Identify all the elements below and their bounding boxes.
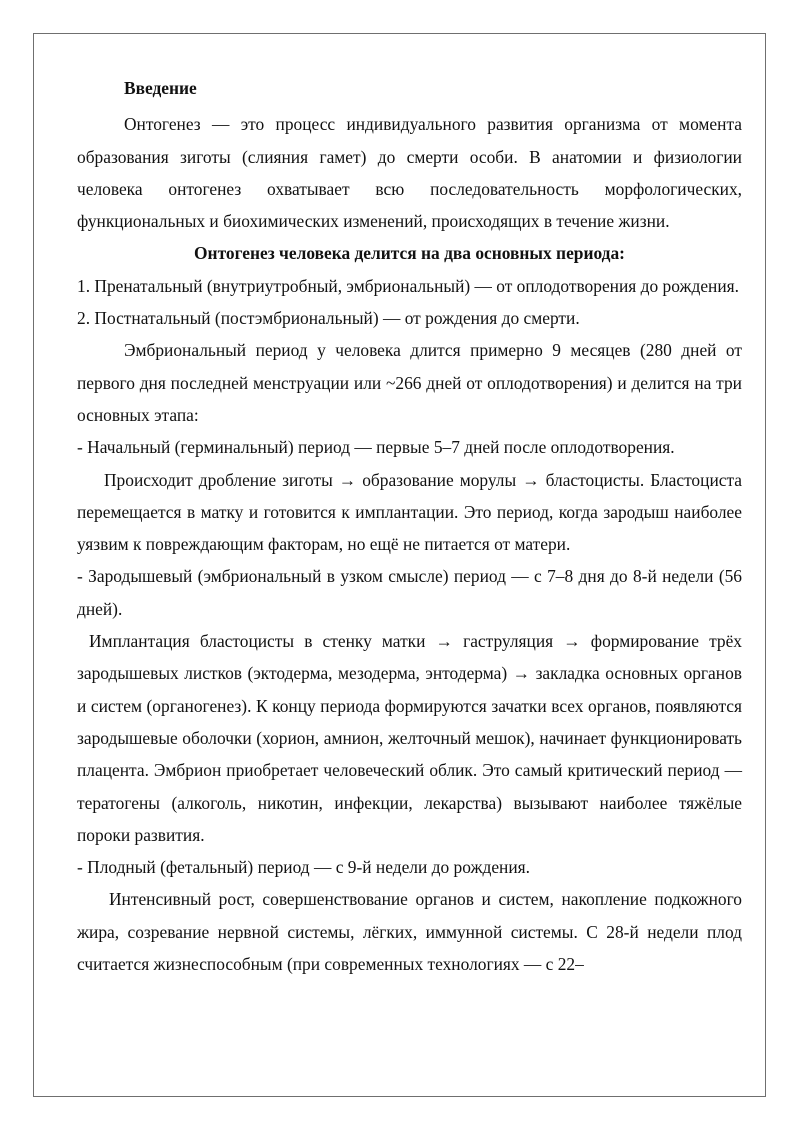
- paragraph-germinal-details: Происходит дробление зиготы → образование морулы → бластоцисты. Бластоциста перемещается в матку и готовится к имплантации. Это период, когда зародыш наиболее уязвим к повреждающим факторам, но ещё не питается от матери.: [77, 469, 742, 555]
- list-item-postnatal: 2. Постнатальный (постэмбриональный) — от рождения до смерти.: [77, 308, 580, 329]
- paragraph-embryonic-details: Имплантация бластоцисты в стенку матки → гаструляция → формирование трёх зародышевых листков (эктодерма, мезодерма, энтодерма) → закладка основных органов и систем (органогенез). К концу периода формируются зачатки всех органов, появляются зародышевые оболочки (хорион, амнион, желточный мешок), начинает функционировать плацента. Эмбрион приобретает человеческий облик. Это самый критический период — тератогены (алкоголь, никотин, инфекции, лекарства) вызывают наиболее тяжёлые пороки развития.: [77, 631, 742, 845]
- list-item-embryonic: - Зародышевый (эмбриональный в узком смысле) период — с 7–8 дня до 8-й недели (56 дней).: [77, 566, 742, 619]
- paragraph-intro: Онтогенез — это процесс индивидуального развития организма от момента образования зиготы (слияния гамет) до смерти особи. В анатомии и физиологии человека онтогенез охватывает всю последовательность морфологических, функциональных и биохимических изменений, происходящих в течение жизни.: [77, 114, 742, 232]
- document-body: [77, 72, 742, 980]
- list-item-germinal: - Начальный (герминальный) период — первые 5–7 дней после оплодотворения.: [77, 437, 675, 458]
- list-item-prenatal: 1. Пренатальный (внутриутробный, эмбриональный) — от оплодотворения до рождения.: [77, 275, 740, 296]
- paragraph-fetal-details: Интенсивный рост, совершенствование органов и систем, накопление подкожного жира, созревание нервной системы, лёгких, иммунной системы. С 28-й недели плод считается жизнеспособным (при современных технологиях — с 22–: [77, 889, 742, 975]
- list-item-fetal: - Плодный (фетальный) период — с 9-й недели до рождения.: [77, 857, 531, 878]
- paragraph-embryonic-period: Эмбриональный период у человека длится примерно 9 месяцев (280 дней от первого дня последней менструации или ~266 дней от оплодотворения) и делится на три основных этапа:: [77, 340, 742, 425]
- section-heading: Введение: [124, 78, 197, 98]
- subheading-periods: Онтогенез человека делится на два основных периода:: [194, 243, 625, 264]
